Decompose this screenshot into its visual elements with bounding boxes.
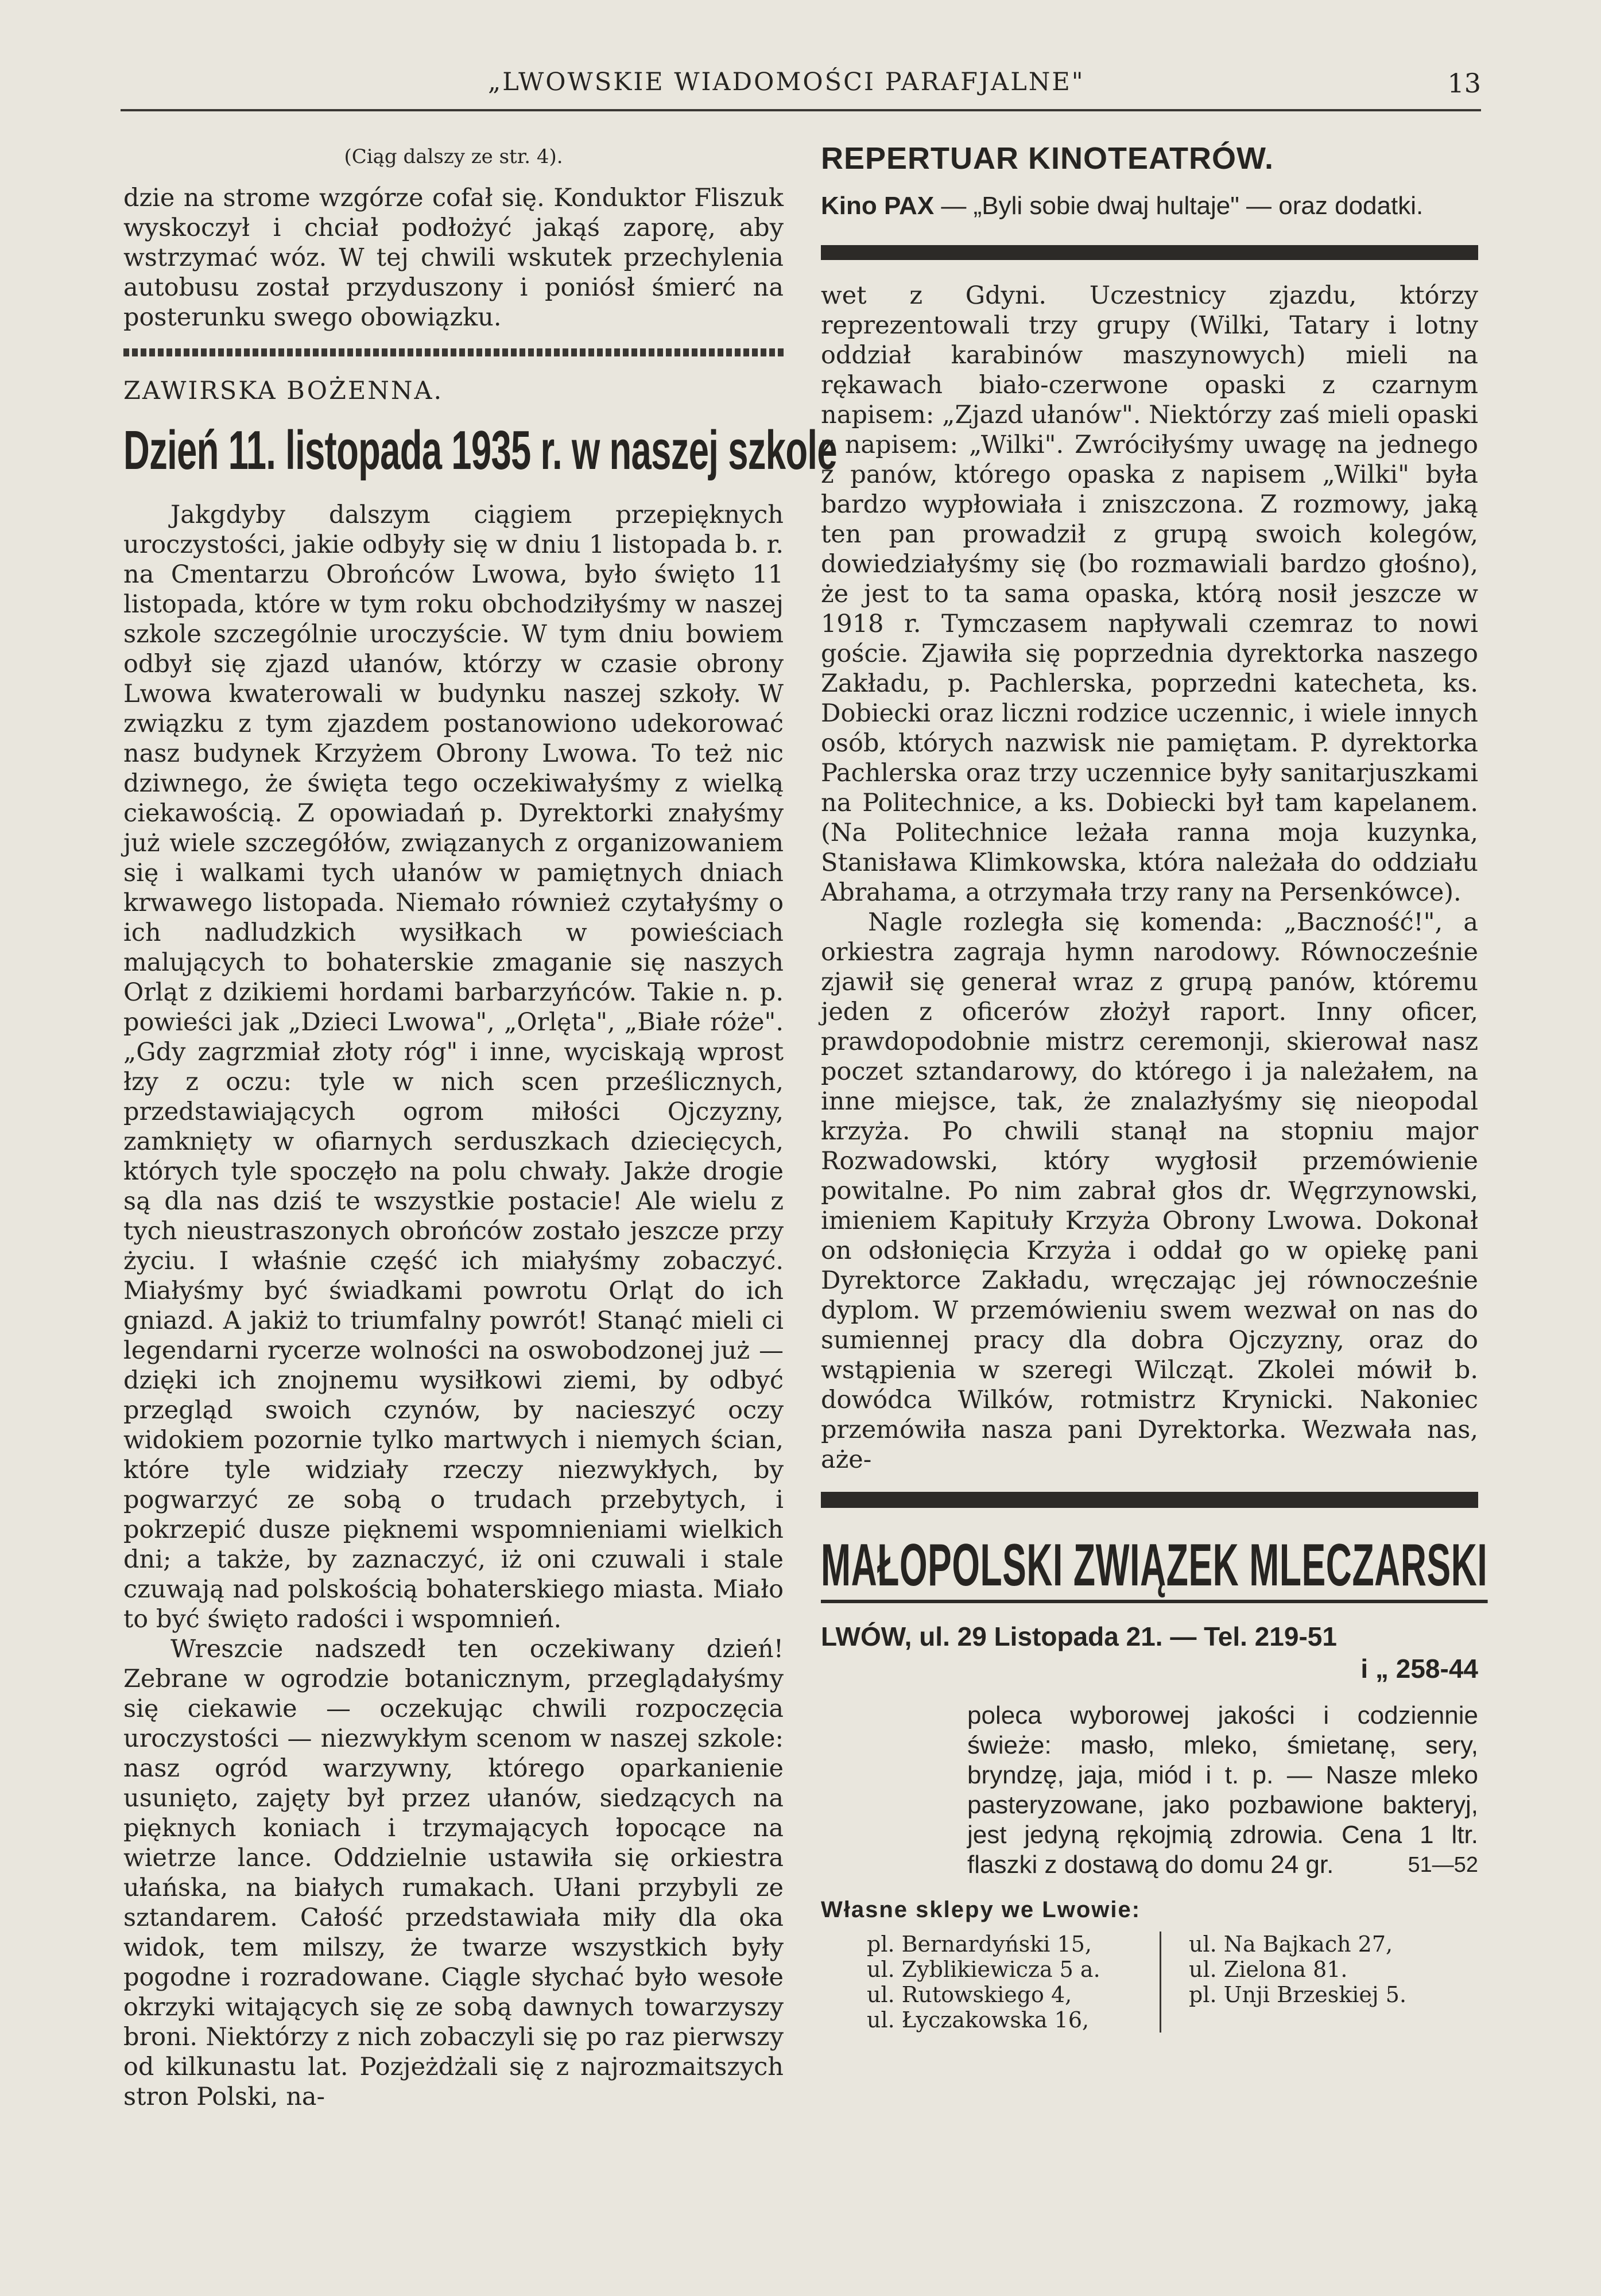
ad-code: 51—52 [1408, 1853, 1478, 1877]
ad-address: LWÓW, ul. 29 Listopada 21. — Tel. 219-51 [821, 1622, 1337, 1651]
shop-address: pl. Unji Brzeskiej 5. [1189, 1982, 1407, 2007]
article-paragraph-2: Wreszcie nadszedł ten oczekiwany dzień! Zebrane w ogrodzie botanicznym, przeglądałyśmy się ciekawie — oczekując chwili rozpoczęcia uroczystości — niezwykłym scenom w naszej szkole: nasz ogród warzywny, którego oparkanienie usunięto, zajęty był przez ułanów, siedzących na pięknych koniach i trzymających łopocące na wietrze lance. Oddzielnie ustawiła się orkiestra ułańska, na białych rumakach. Ułani przybyli ze sztandarem. Całość przedstawiała miły dla oka widok, tem milszy, że twarze wszystkich były pogodne i rozradowane. Ciągle słychać było wesołe okrzyki witających się ze sobą dawnych towarzyszy broni. Niektórzy z nich zobaczyli się po raz pierwszy od kilkunastu lat. Pozjeżdżali się z najrozmaitszych stron Polski, na- [123, 1635, 784, 2111]
article-continuation-paragraph-2: Nagle rozległa się komenda: „Baczność!", a orkiestra zagraja hymn narodowy. Równocześnie zjawił się generał wraz z grupą panów, któremu jeden z oficerów złożył raport. Inny oficer, prawdopodobnie mistrz ceremonji, skierował nasz poczet sztandarowy, do którego i ja należałem, na inne miejsce, tak, że znalazłyśmy się nieopodal krzyża. Po chwili stanął na stopniu major Rozwadowski, który wygłosił przemówienie powitalne. Po nim zabrał głos dr. Węgrzynowski, imieniem Kapituły Krzyża Obrony Lwowa. Dokonał on odsłonięcia Krzyża i oddał go w opiekę pani Dyrektorce Zakładu, wręczając jej równocześnie dyplom. W przemówieniu swem wezwał on nas do sumiennej pracy dla dobra Ojczyzny, oraz do wstąpienia w szeregi Wilcząt. Zkolei mówił b. dowódca Wilków, rotmistrz Krynicki. Nakoniec przemówiła nasza pani Dyrektorka. Wezwała nas, aże- [821, 908, 1478, 1474]
shop-column-1 [867, 1932, 1161, 2033]
repertoire-entry [821, 190, 1478, 222]
cinema-program: — „Byli sobie dwaj hultaje" — oraz dodatki. [941, 192, 1424, 220]
ad-shops-title: Własne sklepy we Lwowie: [821, 1897, 1141, 1922]
article-paragraph-1: Jakgdyby dalszym ciągiem przepięknych uroczystości, jakie odbyły się w dniu 1 listopada b. r. na Cmentarzu Obrońców Lwowa, było święto 11 listopada, które w tym roku obchodziłyśmy w naszej szkole szczególnie uroczyście. W tym dniu bowiem odbył się zjazd ułanów, którzy w czasie obrony Lwowa kwaterowali w budynku naszej szkoły. W związku z tym zjazdem postanowiono udekorować nasz budynek Krzyżem Obrony Lwowa. To też nic dziwnego, że święta tego oczekiwałyśmy z wielką ciekawością. Z opowiadań p. Dyrektorki znałyśmy już wiele szczegółów, związanych z organizowaniem się i walkami tych ułanów w pamiętnych dniach krwawego listopada. Niemało również czytałyśmy o ich nadludzkich wysiłkach w powieściach malujących to bohaterskie zmaganie się naszych Orląt z dzikiemi hordami barbarzyńców. Takie n. p. powieści jak „Dzieci Lwowa", „Orlęta", „Białe róże". „Gdy zagrzmiał złoty róg" i inne, wyciskają wprost łzy z oczu: tyle w nich scen prześlicznych, przedstawiających ogrom miłości Ojczyzny, zamknięty w ofiarnych serduszkach dziecięcych, których tyle spoczęło na polu chwały. Jakże drogie są dla nas dziś te wszystkie postacie! Ale wielu z tych nieustraszonych obrońców zostało jeszcze przy życiu. I właśnie część ich miałyśmy zobaczyć. Miałyśmy być świadkami powrotu Orląt do ich gniazd. A jakiż to triumfalny powrót! Stanąć mieli ci legendarni rycerze wolności na oswobodzonej już — dzięki ich znojnemu wysiłkowi ziemi, by odbyć przegląd swoich czynów, by nacieszyć oczy widokiem pozornie tylko martwych i niemych ścian, które tyle widziały rzeczy niezwykłych, by pogwarzyć ze sobą o trudach przebytych, i pokrzepić dusze pięknemi wspomnieniami wielkich dni; a także, by zaznaczyć, iż oni czuwali i stale czuwają nad polskością bohaterskiego miasta. Miało to być święto radości i wspomnień. [123, 501, 784, 1634]
shop-address: ul. Na Bajkach 27, [1189, 1932, 1393, 1957]
shop-address: ul. Zyblikiewicza 5 a. [867, 1957, 1100, 1982]
journal-title: „LWOWSKIE WIADOMOŚCI PARAFJALNE" [488, 68, 1085, 96]
article-author: ZAWIRSKA BOŻENNA. [123, 377, 444, 405]
dairy-advertisement [821, 1492, 1488, 2033]
shop-address: pl. Bernardyński 15, [867, 1932, 1092, 1957]
header-rule [121, 109, 1481, 111]
ad-company-name: MAŁOPOLSKI ZWIĄZEK MLECZARSKI [821, 1531, 1487, 1603]
ad-body: poleca wyborowej jakości i codziennie świeże: masło, mleko, śmietanę, sery, bryndzę, jaja, miód i t. p. — Nasze mleko pasteryzowane, jako pozbawione bakteryj, jest jedyną rękojmią zdrowia. Cena 1 ltr. flaszki z dostawą do domu 24 gr. [967, 1701, 1478, 1879]
article-continuation-paragraph-1: wet z Gdyni. Uczestnicy zjazdu, którzy reprezentowali trzy grupy (Wilki, Tatary i lotny oddział karabinów maszynowych) mieli na rękawach biało-czerwone opaski z czarnym napisem: „Zjazd ułanów". Niektórzy zaś mieli opaski z napisem: „Wilki". Zwróciłyśmy uwagę na jednego z panów, którego opaska z napisem „Wilki" była bardzo wypłowiała i zniszczona. Z rozmowy, jaką ten pan prowadził z grupą swoich kolegów, dowiedziałyśmy się (bo rozmawiali bardzo głośno), że jest to ta sama opaska, którą nosił jeszcze w 1918 r. Tymczasem napływali czemraz to nowi goście. Zjawiła się poprzednia dyrektorka naszego Zakładu, p. Pachlerska, poprzedni katecheta, ks. Dobiecki oraz liczni rodzice uczennic, i wiele innych osób, których nazwisk nie pamiętam. P. dyrektorka Pachlerska oraz trzy uczennice były sanitarjuszkami na Politechnice, a ks. Dobiecki był tam kapelanem. (Na Politechnice leżała ranna moja kuzynka, Stanisława Klimkowska, która należała do oddziału Abrahama, a otrzymała trzy rany na Persenkówce). [821, 281, 1478, 907]
continued-article-text: dzie na strome wzgórze cofał się. Konduktor Fliszuk wyskoczył i chciał podłożyć jakąś zaporę, aby wstrzymać wóz. W tej chwili wskutek przechylenia autobusu został przyduszony i poniósł śmierć na posterunku swego obowiązku. [123, 184, 784, 332]
shop-address: ul. Łyczakowska 16, [867, 2007, 1090, 2033]
running-head [121, 68, 1481, 114]
page-number: 13 [1447, 68, 1481, 99]
ad-second-phone: i „ 258-44 [1360, 1654, 1478, 1684]
ad-top-bar [821, 1492, 1478, 1508]
cinema-name: Kino PAX [821, 192, 935, 220]
repertoire-title: REPERTUAR KINOTEATRÓW. [821, 141, 1274, 176]
shop-column-2 [1161, 1932, 1406, 2033]
right-column [821, 123, 1488, 2033]
shop-address: ul. Zielona 81. [1189, 1957, 1348, 1982]
left-column [123, 123, 837, 2112]
decorative-divider [123, 348, 784, 356]
article-headline: Dzień 11. listopada 1935 r. w naszej szkole [123, 420, 837, 481]
shop-address: ul. Rutowskiego 4, [867, 1982, 1072, 2007]
section-divider [821, 245, 1478, 260]
ad-shop-list [867, 1932, 1478, 2033]
continuation-note: (Ciąg dalszy ze str. 4). [344, 145, 563, 168]
